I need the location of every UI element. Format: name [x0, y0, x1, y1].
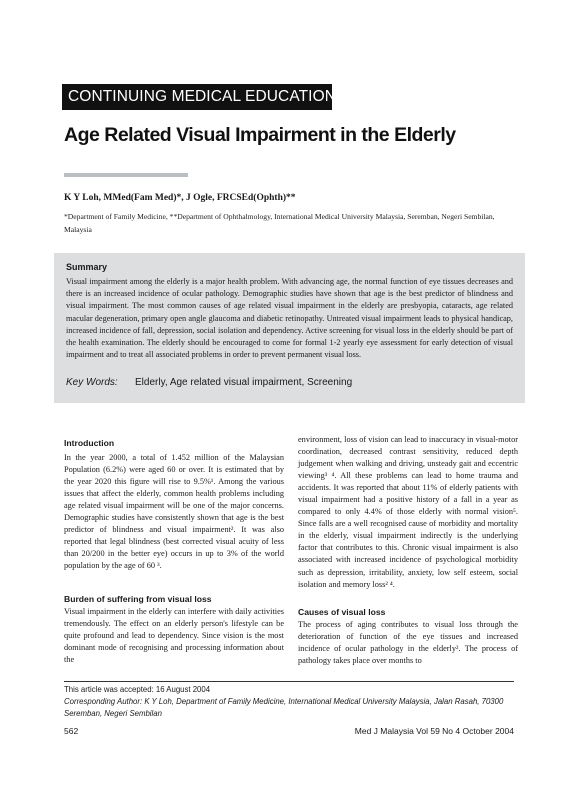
summary-heading: Summary: [66, 262, 108, 272]
causes-heading: Causes of visual loss: [298, 606, 386, 617]
keywords-label: Key Words:: [66, 377, 118, 388]
footnote-block: [64, 684, 514, 719]
accepted-date: This article was accepted: 16 August 2004: [64, 685, 211, 694]
section-banner: CONTINUING MEDICAL EDUCATION: [62, 84, 332, 110]
introduction-heading: Introduction: [64, 438, 115, 448]
page-number: 562: [64, 726, 79, 736]
summary-text: Visual impairment among the elderly is a major health problem. With advancing age, the normal function of eye tissues decreases and there is an increased incidence of ocular pathology. Demographic studies have shown that age is the best predictor of blindness and visual impairment. The most common causes of age related visual impairment in the elderly are presbyopia, cataracts, age related macular degeneration, primary open angle glaucoma and diabetic retinopathy. Untreated visual impairment leads to physical handicap, increased incidence of fall, depression, social isolation and dependency. Active screening for visual loss in the elderly should be part of the health examination. The elderly should be encouraged to come for formal 1-2 yearly eye assessment for early detection of visual impairment and to treat all associated problems in order to prevent permanent visual loss.: [66, 277, 513, 360]
burden-heading: Burden of suffering from visual loss: [64, 593, 212, 604]
article-title: Age Related Visual Impairment in the Elderly: [64, 124, 456, 146]
keywords-text: Elderly, Age related visual impairment, Screening: [135, 377, 353, 388]
footnote-rule: [64, 681, 514, 682]
corresponding-author: Corresponding Author: K Y Loh, Department of Family Medicine, International Medical University Malaysia, Jalan Rasah, 70300 Seremban, Negeri Sembilan: [64, 696, 504, 718]
environment-text: environment, loss of vision can lead to inaccuracy in visual-motor coordination, decreased contrast sensitivity, reduced depth judgement when walking and driving, unsteady gait and eccentric viewing³ ⁴. All these problems can lead to home trauma and accidents. It was reported that about 11% of elderly patients with visual impairment had a positive history of a fall in a year as compared to only 4.4% of those elderly with normal vision⁵. Since falls are a well recognised cause of morbidity and mortality in the elderly, visual impairment indirectly is the underlying factor that contributes to this. Chronic visual impairment is also associated with increased incidence of psychological morbidity such as depression, irritability, anxiety, low self esteem, social isolation and memory loss² ⁴.: [298, 435, 518, 589]
right-column: [298, 434, 518, 667]
affiliation-line: *Department of Family Medicine, **Department of Ophthalmology, International Medical University Malaysia, Seremban, Negeri Sembilan, Malaysia: [64, 212, 495, 234]
causes-text: The process of aging contributes to visual loss through the deterioration of function of the eye tissues and increased incidence of ocular pathology in the elderly². The process of pathology takes place over months to: [298, 619, 518, 665]
journal-citation: Med J Malaysia Vol 59 No 4 October 2004: [354, 726, 514, 736]
title-underline-rule: [64, 173, 188, 177]
burden-text: Visual impairment in the elderly can interfere with daily activities tremendously. The effect on an elderly person's lifestyle can be quite profound and lead to dependency. Since vision is the most dominant mode of recognising and processing information about the: [64, 606, 284, 664]
left-column: [64, 437, 284, 666]
introduction-text: In the year 2000, a total of 1.452 million of the Malaysian Population (6.2%) were aged 60 or over. It is estimated that by the year 2020 this figure will rise to 9.5%¹. Among the various issues that affect the elderly, common health problems including age related visual impairment will be one of the major concerns. Demographic studies have consistently shown that age is the best predictor of blindness and visual impairment². It was also reported that legal blindness (best corrected visual acuity of less than 20/200 in the better eye) occurs in up to 3% of the world population by the age of 60 ³.: [64, 453, 284, 571]
author-line: K Y Loh, MMed(Fam Med)*, J Ogle, FRCSEd(Ophth)**: [64, 193, 296, 203]
